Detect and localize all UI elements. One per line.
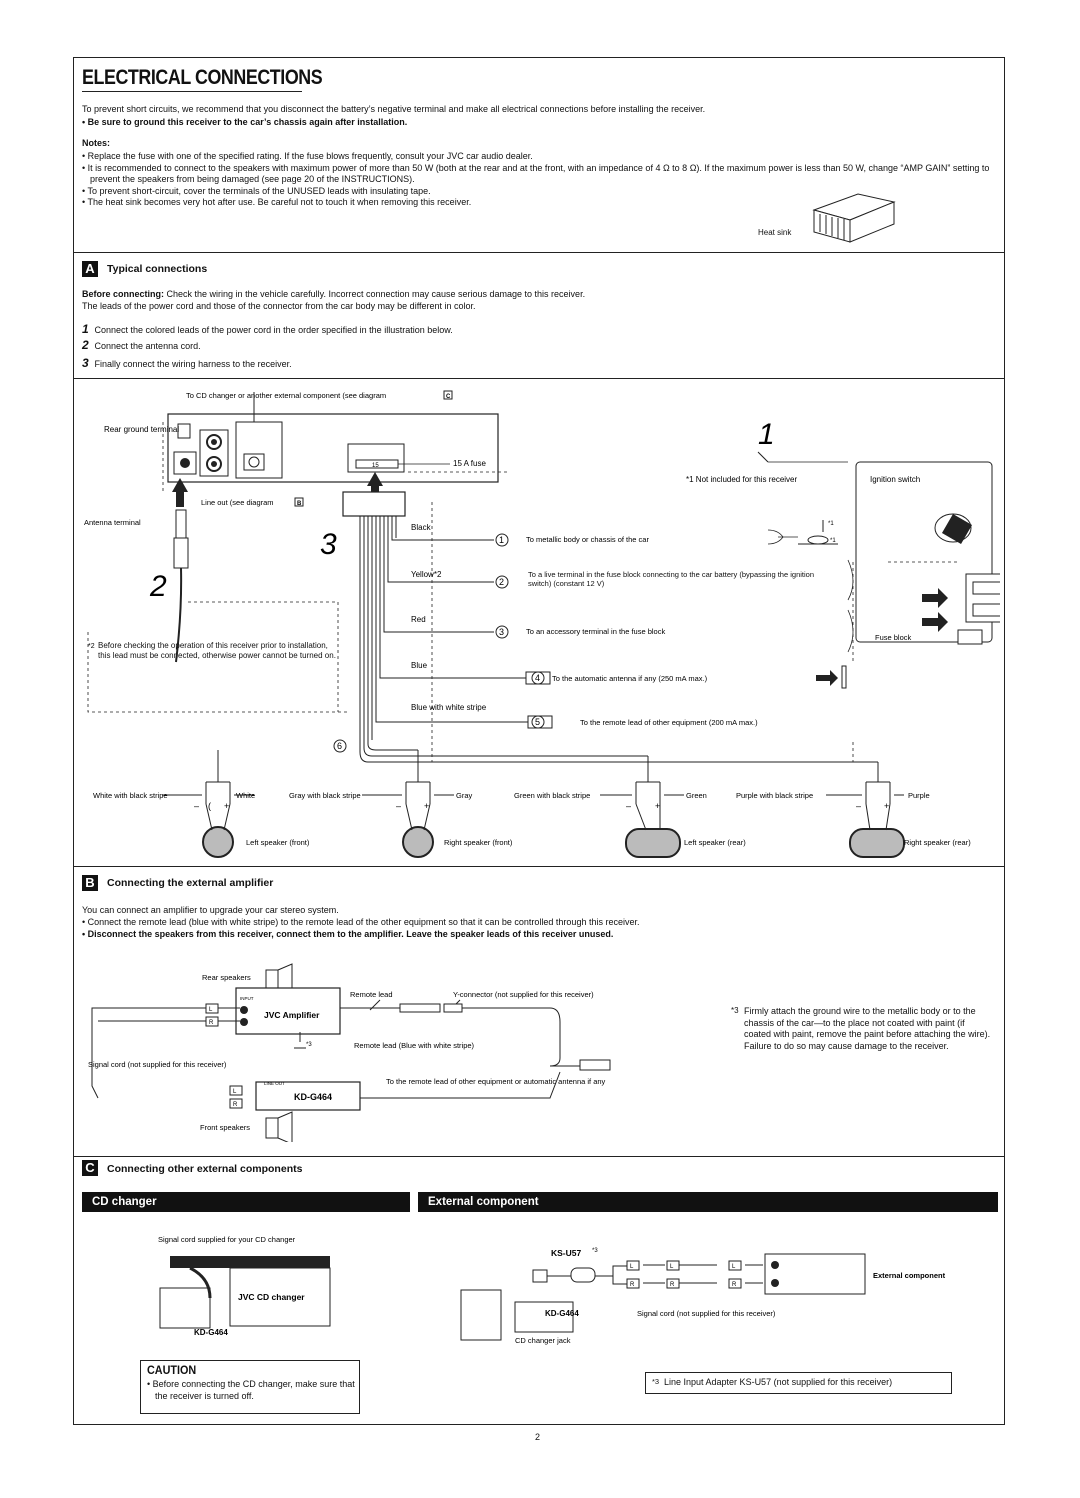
caution-text: • Before connecting the CD changer, make sure that the receiver is turned off. [147,1379,355,1401]
note-text: The heat sink becomes very hot after use. Be careful not to touch it when removing this receiver. [87,197,472,207]
ref-b: B [297,501,302,507]
speaker-neg-label: Gray with black stripe [289,791,361,800]
lead-desc: To the remote lead of other equipment (200 mA max.) [580,718,758,727]
section-c-heading: Connecting other external components [107,1163,303,1175]
svg-text:R: R [209,1020,214,1026]
speaker-pos-label: Gray [456,791,473,800]
signal-cord-label: Signal cord (not supplied for this receiver) [637,1309,776,1318]
note-text: To prevent short-circuit, cover the terminals of the UNUSED leads with insulating tape. [87,185,431,196]
line-out-label: LINE OUT [264,1081,285,1086]
lead-num: 2 [499,577,505,587]
not-included-label: *1 Not included for this receiver [686,475,798,484]
lead-desc: To an accessory terminal in the fuse block [526,627,666,636]
cd-changer-note: To CD changer or another external component (see diagram [186,391,387,400]
caution-box [140,1360,360,1414]
harness-plug [343,492,405,516]
speaker-icon [403,827,433,857]
lead-row-yellow [411,570,828,598]
ground-clamp-icon [798,520,838,544]
before-connecting [82,289,992,301]
title-underline [82,91,302,92]
section-b-heading: Connecting the external amplifier [107,877,274,889]
note-text: It is recommended to connect to the speakers with maximum power of more than 50 W (both at the rear and at the front, with an impedance of 4 Ω to 8 Ω). If the maximum power is less than 50 W, change “AMP GAIN” setting to prevent the speakers from being damaged (see page 20 of the INSTRUCTIONS). [87,162,990,184]
adapter-footnote-box [645,1372,952,1394]
svg-text:*1: *1 [830,538,836,544]
lead-row-blue-white [411,703,758,728]
step-3 [82,358,292,371]
receiver-model: KD-G464 [294,1092,333,1102]
footnote-2: Before checking the operation of this receiver prior to installation, this lead must be connected, otherwise power cannot be turned on. [98,641,336,660]
big-step-3: 3 [320,528,337,561]
svg-text:+: + [224,801,230,811]
cd-changer-jack-label: CD changer jack [515,1336,571,1345]
note-text: Replace the fuse with one of the specified rating. If the fuse blows frequently, consult your JVC car audio dealer. [87,151,533,161]
amplifier-diagram [80,962,700,1142]
external-component-diagram [455,1238,1000,1350]
lead-num: 5 [535,717,541,727]
note-item: • It is recommended to connect to the speakers with maximum power of more than 50 W (both at the rear and at the front, with an impedance of 4 Ω to 8 Ω). If the maximum power is less than 50 W, change “AMP GAIN” setting to prevent the speakers from being damaged (see page 20 of the INSTRUCTIONS). [82,162,990,184]
ignition-label: Ignition switch [870,475,921,484]
lead-num: 1 [499,535,505,545]
svg-text:+: + [884,801,890,811]
speaker-1 [289,791,513,857]
line-out-label: Line out (see diagram [201,498,274,507]
external-component-bar: External component [418,1192,998,1212]
svg-text:*3: *3 [592,1248,598,1254]
cd-changer-diagram [150,1228,350,1346]
amp-footnote-star: *3 [731,1006,739,1015]
speaker-icon [626,829,680,857]
ignition-key-illustration [935,514,972,544]
rear-speakers-label: Rear speakers [202,973,251,982]
speaker-neg-label: Purple with black stripe [736,791,814,800]
lead-row-black [411,523,649,546]
external-component-box [765,1254,865,1294]
page-title: ELECTRICAL CONNECTIONS [82,66,323,89]
amp-footnote: Firmly attach the ground wire to the metallic body or to the chassis of the car—to the place not coated with paint (if coated with paint, remove the paint before attaching the wire). Failure to do so may cause damage to the receiver. [744,1006,991,1051]
lead-row-blue [411,661,846,688]
amp-item-2: • Disconnect the speakers from this receiver, connect them to the amplifier. Leave the speaker leads of this receiver unused. [82,929,614,939]
note-item: • Replace the fuse with one of the specified rating. If the fuse blows frequently, consult your JVC car audio dealer. [82,151,533,161]
typical-connections-diagram [78,382,1000,860]
step-text: Finally connect the wiring harness to the receiver. [94,359,292,369]
lead-num-6: 6 [337,741,343,751]
step-number: 3 [82,356,89,370]
lead-desc: To the automatic antenna if any (250 mA max.) [552,674,708,683]
svg-text:–: – [856,801,862,811]
section-a-heading: Typical connections [107,263,208,275]
step-1 [82,324,453,337]
receiver-unit [160,1288,210,1328]
svg-text:*1: *1 [828,521,834,527]
rear-ground-label: Rear ground terminal [104,425,180,434]
receiver-model: KD-G464 [194,1328,228,1337]
lead-row-red [411,615,665,638]
caution-title: CAUTION [147,1363,197,1377]
amp-item-text: Connect the remote lead (blue with white stripe) to the remote lead of the other equipment so that it can be controlled through this receiver. [87,917,640,927]
amp-item-text: Disconnect the speakers from this receiver, connect them to the amplifier. Leave the speaker leads of this receiver unused. [87,929,614,939]
lead-color: Yellow*2 [411,570,442,579]
svg-text:L: L [670,1264,674,1270]
speaker-icon [850,829,904,857]
remote-note-label: To the remote lead of other equipment or automatic antenna if any [386,1077,606,1086]
section-divider [73,252,1005,253]
y-connector-label: Y-connector (not supplied for this receiver) [453,990,594,999]
before-connecting-label: Before connecting: [82,289,165,299]
lead-color: Black [411,523,431,532]
speaker-name: Right speaker (rear) [904,838,971,847]
front-speakers-label: Front speakers [200,1123,251,1132]
section-a-badge: A [82,261,98,277]
speaker-name: Left speaker (front) [246,838,310,847]
notes-heading: Notes: [82,138,111,148]
adapter-footnote-star: *3 [652,1377,660,1386]
big-step-1: 1 [758,418,775,451]
antenna-plug [176,510,186,538]
lead-color: Red [411,615,426,624]
adapter-body [571,1268,595,1282]
step-text: Connect the antenna cord. [94,341,201,351]
lead-num: 4 [535,673,541,683]
page-number: 2 [535,1432,541,1442]
lead-desc: To metallic body or chassis of the car [526,535,649,544]
speaker-0 [93,791,310,857]
step-text: Connect the colored leads of the power cord in the order specified in the illustration below. [94,325,453,335]
lead-num: 3 [499,627,505,637]
speaker-icon [278,1112,292,1142]
section-b-badge: B [82,875,98,891]
speaker-pos-label: Green [686,791,707,800]
svg-text:L: L [233,1089,237,1095]
fuse-mark: 15 [372,463,379,469]
signal-cord-label: Signal cord (not supplied for this receiver) [88,1060,227,1069]
speaker-name: Right speaker (front) [444,838,513,847]
caution-text-body: Before connecting the CD changer, make sure that the receiver is turned off. [152,1379,355,1401]
step-number: 1 [82,322,89,336]
svg-text:L: L [630,1264,634,1270]
fuse-block-label: Fuse block [875,633,912,642]
section-divider [73,1156,1005,1157]
ref-c: C [446,394,451,400]
speaker-neg-label: Green with black stripe [514,791,591,800]
step-2 [82,340,201,353]
section-divider [73,866,1005,867]
cd-changer-label: JVC CD changer [238,1292,305,1302]
signal-cord-label: Signal cord supplied for your CD changer [158,1235,296,1244]
receiver-unit [461,1290,501,1340]
remote-lead-label: Remote lead [350,990,393,999]
big-step-2: 2 [150,570,167,603]
intro-warning-text: Be sure to ground this receiver to the car’s chassis again after installation. [87,117,408,127]
adapter-label: KS-U57 [551,1248,582,1258]
note-item: • To prevent short-circuit, cover the terminals of the UNUSED leads with insulating tape. [82,185,431,196]
arrow-right [922,588,948,608]
speaker-name: Left speaker (rear) [684,838,746,847]
heat-sink-illustration [808,188,898,244]
before-connecting-2: The leads of the power cord and those of the connector from the car body may be different in color. [82,301,476,311]
amp-item-1: • Connect the remote lead (blue with white stripe) to the remote lead of the other equipment so that it can be controlled through this receiver. [82,917,640,927]
svg-text:+: + [655,801,661,811]
antenna-icon [842,666,846,688]
svg-text:R: R [233,1102,238,1108]
speaker-icon [203,827,233,857]
step-number: 2 [82,338,89,352]
intro-warning: • Be sure to ground this receiver to the car’s chassis again after installation. [82,117,408,127]
svg-text:R: R [670,1282,675,1288]
antenna-label: Antenna terminal [84,518,141,527]
amp-intro: You can connect an amplifier to upgrade your car stereo system. [82,905,339,915]
speaker-neg-label: White with black stripe [93,791,168,800]
receiver-model: KD-G464 [545,1309,579,1318]
svg-text:+: + [424,801,430,811]
svg-text:–: – [626,801,632,811]
intro-text: To prevent short circuits, we recommend that you disconnect the battery’s negative terminal and make all electrical connections before installing the receiver. [82,104,706,114]
external-component-label: External component [873,1271,946,1280]
lead-color: Blue [411,661,428,670]
section-c-badge: C [82,1160,98,1176]
arrow-right [922,612,948,632]
battery-icon [958,630,982,644]
svg-text:–: – [396,801,402,811]
lead-desc: To a live terminal in the fuse block connecting to the car battery (bypassing the ignition switch) (constant 12 V) [528,570,814,588]
lead-color: Blue with white stripe [411,703,487,712]
amplifier-label: JVC Amplifier [264,1010,320,1020]
remote-lead2-label: Remote lead (Blue with white stripe) [354,1041,475,1050]
svg-text:–: – [194,801,200,811]
svg-text:R: R [732,1282,737,1288]
heat-sink-label: Heat sink [758,228,792,237]
section-divider [73,378,1005,379]
svg-text:(: ( [208,801,211,811]
fuse-label: 15 A fuse [453,459,486,468]
svg-text:*3: *3 [306,1042,312,1048]
speaker-pos-label: White [236,791,256,800]
cd-changer-bar: CD changer [82,1192,410,1212]
arrow-right [816,670,838,686]
note-item: • The heat sink becomes very hot after use. Be careful not to touch it when removing this receiver. [82,197,472,207]
svg-text:R: R [630,1282,635,1288]
speaker-pos-label: Purple [908,791,930,800]
adapter-footnote: Line Input Adapter KS-U57 (not supplied for this receiver) [664,1377,893,1387]
before-connecting-text: Check the wiring in the vehicle carefully. Incorrect connection may cause serious damage to this receiver. [166,289,586,299]
speaker-2 [514,791,746,857]
svg-text:L: L [732,1264,736,1270]
footnote-star: *2 [88,643,95,650]
speaker-3 [736,791,971,857]
svg-text:L: L [209,1007,213,1013]
input-label: INPUT [240,996,254,1001]
